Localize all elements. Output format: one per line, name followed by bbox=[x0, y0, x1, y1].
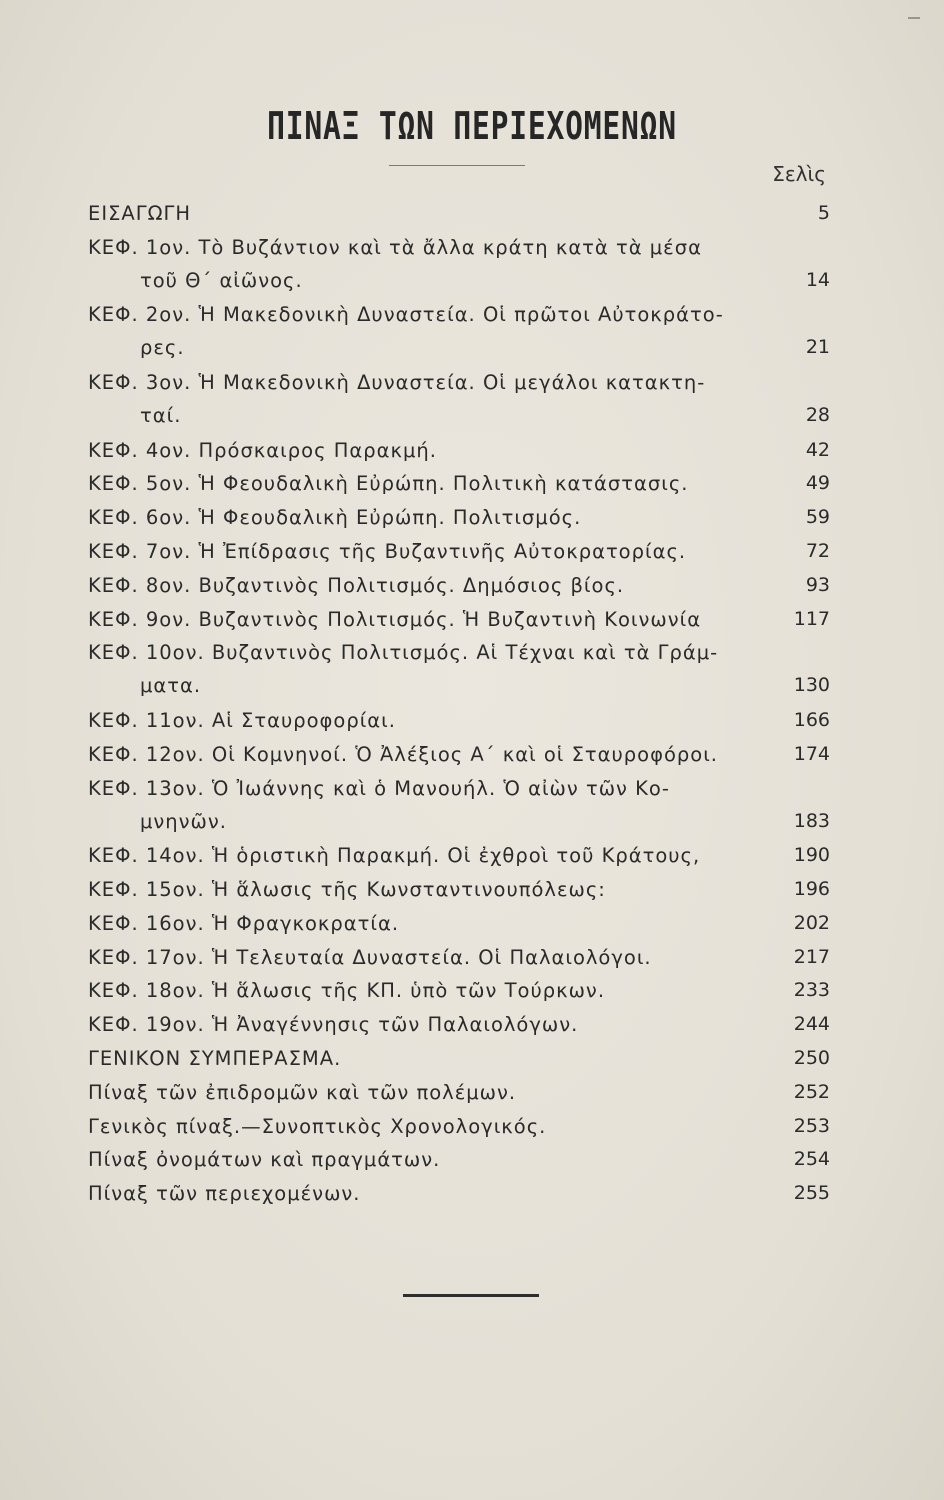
toc-entry bbox=[88, 839, 838, 872]
toc-entry bbox=[88, 1143, 838, 1176]
entry-page-number: 166 bbox=[793, 709, 830, 731]
toc-entry bbox=[88, 907, 838, 940]
entry-title-continuation: μνηνῶν. bbox=[140, 809, 227, 833]
entry-page-number: 174 bbox=[793, 742, 830, 765]
toc-entry bbox=[88, 1076, 838, 1109]
entry-page-number: 253 bbox=[793, 1114, 830, 1137]
entry-page-number: 244 bbox=[793, 1013, 830, 1036]
entry-page-number: 250 bbox=[793, 1047, 830, 1069]
bottom-rule bbox=[403, 1294, 539, 1297]
entry-title: ΚΕΦ. 2ον. Ἡ Μακεδονικὴ Δυναστεία. Οἱ πρῶτοι Αὐτοκράτο- bbox=[88, 303, 724, 327]
toc-entry bbox=[88, 941, 838, 974]
entry-title: ΚΕΦ. 17ον. Ἡ Τελευταία Δυναστεία. Οἱ Παλαιολόγοι. bbox=[88, 945, 652, 969]
entry-title-continuation: τοῦ Θ΄ αἰῶνος. bbox=[140, 268, 303, 292]
page-title: ΠΙΝΑΞ ΤΩΝ ΠΕΡΙΕΧΟΜΕΝΩΝ bbox=[267, 104, 677, 148]
toc-entry bbox=[88, 636, 838, 702]
entry-page-number: 42 bbox=[805, 438, 830, 461]
entry-title: ΚΕΦ. 19ον. Ἡ Ἀναγέννησις τῶν Παλαιολόγων. bbox=[88, 1013, 579, 1037]
toc-entry bbox=[88, 1110, 838, 1143]
entry-page-number: 190 bbox=[793, 844, 830, 867]
page-column-label: Σελὶς bbox=[772, 162, 826, 186]
toc-entry bbox=[88, 704, 838, 737]
entry-title: ΚΕΦ. 3ον. Ἡ Μακεδονικὴ Δυναστεία. Οἱ μεγάλοι κατακτη- bbox=[88, 371, 706, 394]
entry-title: ΚΕΦ. 14ον. Ἡ ὁριστικὴ Παρακμή. Οἱ ἐχθροὶ τοῦ Κράτους, bbox=[88, 844, 701, 868]
entry-page-number: 5 bbox=[817, 202, 830, 224]
entry-page-number: 255 bbox=[793, 1182, 830, 1205]
toc-entry bbox=[88, 873, 838, 906]
entry-title: ΕΙΣΑΓΩΓΗ bbox=[88, 202, 192, 225]
entry-page-number: 117 bbox=[793, 607, 830, 630]
toc-entry bbox=[88, 569, 838, 602]
toc-entry bbox=[88, 738, 838, 771]
entry-page-number: 49 bbox=[805, 472, 830, 495]
entry-page-number: 21 bbox=[805, 336, 830, 359]
entry-title: ΓΕΝΙΚΟΝ ΣΥΜΠΕΡΑΣΜΑ. bbox=[88, 1047, 342, 1070]
entry-title: Πίναξ τῶν ἐπιδρομῶν καὶ τῶν πολέμων. bbox=[88, 1080, 517, 1104]
entry-title: ΚΕΦ. 9ον. Βυζαντινὸς Πολιτισμός. Ἡ Βυζαντινὴ Κοινωνία bbox=[88, 607, 702, 631]
toc-entry bbox=[88, 467, 838, 500]
toc-entry bbox=[88, 231, 838, 297]
entry-page-number: 252 bbox=[793, 1080, 830, 1103]
toc-entry bbox=[88, 434, 838, 467]
entry-title: ΚΕΦ. 1ον. Τὸ Βυζάντιον καὶ τὰ ἄλλα κράτη κατὰ τὰ μέσα bbox=[88, 235, 702, 259]
entry-page-number: 233 bbox=[793, 979, 830, 1002]
toc-entry bbox=[88, 1177, 838, 1210]
scan-mark bbox=[908, 17, 920, 19]
entry-title: Πίναξ ὀνομάτων καὶ πραγμάτων. bbox=[88, 1148, 441, 1172]
entry-page-number: 59 bbox=[805, 506, 830, 529]
entry-title: ΚΕΦ. 4ον. Πρόσκαιρος Παρακμή. bbox=[88, 438, 437, 462]
entry-title: ΚΕΦ. 18ον. Ἡ ἅλωσις τῆς ΚΠ. ὑπὸ τῶν Τούρκων. bbox=[88, 979, 606, 1003]
entry-page-number: 72 bbox=[805, 540, 830, 562]
entry-title-continuation: ματα. bbox=[140, 674, 202, 698]
toc-entry bbox=[88, 197, 838, 230]
entry-title: ΚΕΦ. 7ον. Ἡ Ἐπίδρασις τῆς Βυζαντινῆς Αὐτοκρατορίας. bbox=[88, 540, 687, 563]
entry-title: ΚΕΦ. 16ον. Ἡ Φραγκοκρατία. bbox=[88, 911, 400, 935]
entry-title: ΚΕΦ. 8ον. Βυζαντινὸς Πολιτισμός. Δημόσιος βίος. bbox=[88, 573, 625, 597]
title-rule bbox=[389, 165, 525, 166]
entry-title: ΚΕΦ. 11ον. Αἱ Σταυροφορίαι. bbox=[88, 709, 396, 732]
entry-title: ΚΕΦ. 15ον. Ἡ ἅλωσις τῆς Κωνσταντινουπόλεως: bbox=[88, 878, 606, 901]
toc-entry bbox=[88, 772, 838, 838]
entry-page-number: 28 bbox=[805, 404, 830, 426]
entry-page-number: 254 bbox=[793, 1148, 830, 1171]
entry-title: ΚΕΦ. 5ον. Ἡ Φεουδαλικὴ Εὐρώπη. Πολιτικὴ κατάστασις. bbox=[88, 472, 689, 496]
entry-title: Πίναξ τῶν περιεχομένων. bbox=[88, 1182, 361, 1206]
toc-entry bbox=[88, 501, 838, 534]
entry-title: Γενικὸς πίναξ.—Συνοπτικὸς Χρονολογικός. bbox=[88, 1114, 547, 1138]
toc-entry bbox=[88, 603, 838, 636]
entry-page-number: 183 bbox=[793, 809, 830, 832]
entry-page-number: 196 bbox=[793, 878, 830, 900]
entry-title: ΚΕΦ. 10ον. Βυζαντινὸς Πολιτισμός. Αἱ Τέχναι καὶ τὰ Γράμ- bbox=[88, 641, 719, 665]
toc-entry bbox=[88, 974, 838, 1007]
entry-page-number: 202 bbox=[793, 911, 830, 934]
entry-title: ΚΕΦ. 13ον. Ὁ Ἰωάννης καὶ ὁ Μανουήλ. Ὁ αἰὼν τῶν Κο- bbox=[88, 776, 670, 800]
entry-title: ΚΕΦ. 12ον. Οἱ Κομνηνοί. Ὁ Ἀλέξιος Α΄ καὶ οἱ Σταυροφόροι. bbox=[88, 742, 718, 766]
toc-entry bbox=[88, 298, 838, 364]
entry-page-number: 14 bbox=[805, 268, 830, 291]
toc-entry bbox=[88, 535, 838, 568]
entry-title-continuation: ταί. bbox=[140, 404, 182, 427]
toc-entry bbox=[88, 366, 838, 432]
entry-title-continuation: ρες. bbox=[140, 336, 185, 360]
toc-entry bbox=[88, 1042, 838, 1075]
toc-entry bbox=[88, 1008, 838, 1041]
entry-page-number: 217 bbox=[793, 945, 830, 968]
entry-page-number: 93 bbox=[805, 573, 830, 596]
entry-title: ΚΕΦ. 6ον. Ἡ Φεουδαλικὴ Εὐρώπη. Πολιτισμός. bbox=[88, 506, 582, 530]
entry-page-number: 130 bbox=[793, 674, 830, 697]
